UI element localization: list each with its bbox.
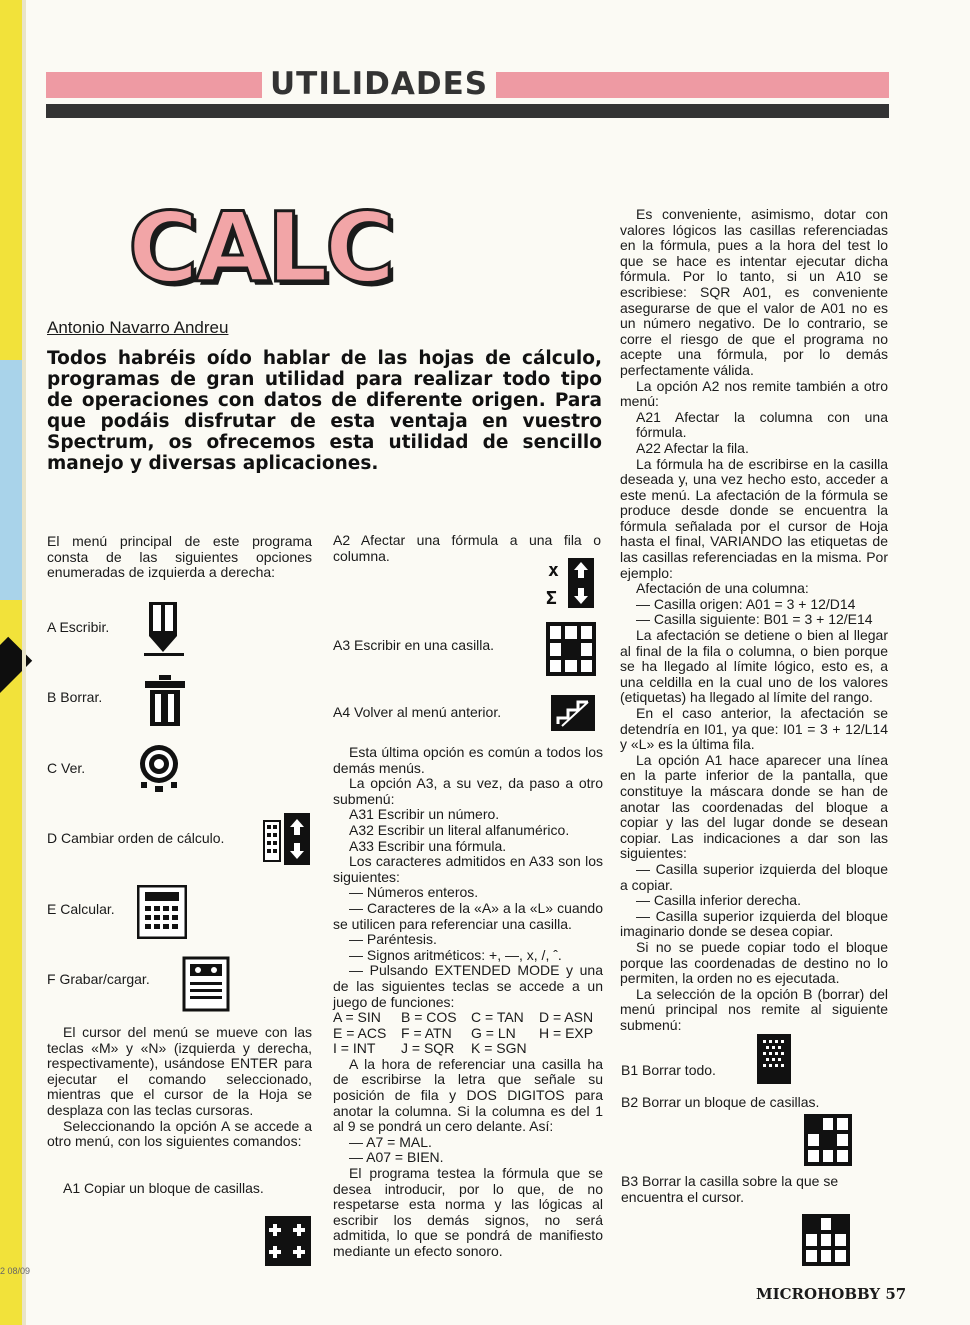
submenu-a22: A22 Afectar la fila.: [636, 439, 749, 456]
cell-grid-icon: [546, 622, 596, 676]
function-key: B = COS: [401, 1009, 457, 1026]
function-row: [333, 1026, 603, 1042]
calculator-icon: [137, 885, 187, 939]
section-header-rule: [46, 104, 889, 118]
submenu-a33: A33 Escribir una fórmula.: [349, 837, 507, 854]
list-item: — A07 = BIEN.: [349, 1149, 444, 1166]
list-item: — Paréntesis.: [349, 931, 437, 948]
cassette-icon: [182, 956, 230, 1012]
eye-icon: [135, 742, 187, 794]
article-author: Antonio Navarro Andreu: [47, 318, 229, 337]
list-item: — Signos aritméticos: +, —, x, /, ˆ.: [349, 946, 562, 963]
list-item: — Casilla inferior derecha.: [636, 892, 801, 909]
back-arrow-icon: [550, 694, 596, 732]
submenu-a32: A32 Escribir un literal alfanumérico.: [349, 821, 570, 838]
col3-para-a2: La opción A2 nos remite también a otro menú:: [620, 377, 888, 410]
col3-para-formula: La fórmula ha de escribirse en la casilla deseada y, una vez hecho esto, acceder a este menú. La afectación de la fórmula se produce desde donde se encuentra la fórmula señalada por el cursor de Hoja hasta el final, VARIANDO las etiquetas de las casillas referenciadas en la misma. Por ejemplo:: [620, 455, 888, 581]
function-key: F = ATN: [401, 1024, 452, 1041]
trash-bin-icon: [141, 672, 189, 730]
list-item: — Casilla siguiente: B01 = 3 + 12/E14: [636, 611, 873, 628]
col2-para-common: Esta última opción es común a todos los demás menús.: [333, 744, 603, 776]
submenu-b3: B3 Borrar la casilla sobre la que se encuentra el cursor.: [621, 1173, 839, 1205]
function-key: C = TAN: [471, 1009, 524, 1026]
list-item: — A7 = MAL.: [349, 1133, 432, 1150]
col3-para-previous: En el caso anterior, la afectación se detendría en I01, ya que: I01 = 3 + 12/L14 y «L» es la última fila.: [620, 705, 888, 753]
col1-para-cursor: El cursor del menú se mueve con las teclas «M» y «N» (izquierda y derecha, respectivamente), usándose ENTER para ejecutar el comando seleccionado, mientras que el cursor de la Hoja se desplaza con las teclas cursoras.: [47, 1024, 312, 1118]
submenu-a3: A3 Escribir en una casilla.: [333, 637, 495, 653]
menu-item-f: F Grabar/cargar.: [47, 971, 150, 987]
formula-row-column-icon: [544, 556, 596, 610]
magazine-name: MICROHOBBY: [756, 1285, 881, 1303]
svg-text:Σ: Σ: [546, 588, 557, 609]
page-gutter: [22, 0, 26, 1325]
submenu-a21: A21 Afectar la columna con una fórmula.: [636, 408, 888, 441]
col2-para-chars: Los caracteres admitidos en A33 son los siguientes:: [333, 853, 603, 885]
list-item: — Casilla origen: A01 = 3 + 12/D14: [636, 595, 856, 612]
col3-para-stop: La afectación se detiene o bien al llegar al final de la fila o columna, o bien porque se ha llegado al límite lógico, esto es, a una celdilla en la cual uno de los valores (etiquetas) ha llegado al límite del rango.: [620, 627, 888, 706]
list-item: — Pulsando EXTENDED MODE y una de las siguientes teclas se accede a un juego de funciones:: [333, 962, 603, 1010]
article-intro: Todos habréis oído hablar de las hojas de cálculo, programas de gran utilidad para realizar todo tipo de operaciones con datos de diferente origen. Para que podáis disfrutar de esta ventaja en vuestro Spectrum, os ofrecemos esta utilidad de sencillo manejo y diversas aplicaciones.: [47, 348, 602, 474]
col2-para-reference: A la hora de referenciar una casilla ha de escribirse la letra que señale su posición de fila y DOS DIGITOS para anotar la columna. Si la columna es del 1 al 9 se pondrá un cero delante. Así:: [333, 1055, 603, 1135]
list-item: — Números enteros.: [349, 884, 479, 901]
list-item: — Casilla superior izquierda del bloque a copiar.: [620, 860, 888, 893]
erase-all-icon: [755, 1032, 793, 1086]
function-key: J = SQR: [401, 1040, 455, 1057]
col3-para-logical: Es conveniente, asimismo, dotar con valores lógicos las casillas referenciadas en la fórmula, pues a la hora del test lo que se hace es intentar ejecutar dicha fórmula. Por lo tanto, si un A10 se escribiese: SQR A01, es conveniente asegurarse de que el valor de A01 no es un número negativo. De lo contrario, se corre el riesgo de que el programa no acepte una fórmula, por lo demás perfectamente válida.: [620, 206, 888, 378]
menu-item-b: B Borrar.: [47, 689, 103, 705]
function-key: D = ASN: [539, 1009, 594, 1026]
function-key: G = LN: [471, 1024, 516, 1041]
col2-para-a3: La opción A3, a su vez, da paso a otro submenú:: [333, 775, 603, 807]
col3-para-option-b: La selección de la opción B (borrar) del menú principal nos remite al siguiente submenú:: [620, 985, 888, 1033]
menu-item-c: C Ver.: [47, 760, 86, 776]
col2-para-test: El programa testea la fórmula que se desea introducir, por lo que, de no respetarse esta norma y las lógicas al escribir los demás signos, no será admitida, lo que se pondrá de manifiesto mediante un efecto sonoro.: [333, 1165, 603, 1259]
function-row: [333, 1010, 603, 1026]
function-key: E = ACS: [333, 1024, 387, 1041]
section-title: UTILIDADES: [262, 64, 496, 104]
function-key: I = INT: [333, 1040, 376, 1057]
article-title: CALC: [128, 192, 393, 304]
list-item: — Caracteres de la «A» a la «L» cuando se utilicen para referenciar una casilla.: [333, 899, 603, 932]
submenu-b2: B2 Borrar un bloque de casillas.: [621, 1094, 820, 1110]
erase-cell-icon: [802, 1214, 850, 1266]
col3-para-example: Afectación de una columna:: [636, 580, 809, 597]
function-key: K = SGN: [471, 1040, 527, 1057]
erase-block-icon: [804, 1114, 852, 1166]
col1-para-option-a: Seleccionando la opción A se accede a otro menú, con los siguientes comandos:: [47, 1117, 312, 1150]
pencil-icon: [140, 600, 188, 658]
function-row: [333, 1041, 603, 1057]
svg-text:x: x: [548, 560, 559, 581]
page-footer: [756, 1285, 906, 1303]
menu-item-d: D Cambiar orden de cálculo.: [47, 830, 225, 846]
submenu-a1: A1 Copiar un bloque de casillas.: [63, 1180, 264, 1196]
page-number: 57: [885, 1285, 907, 1303]
list-item: — Casilla superior izquierda del bloque imaginario donde se desea copiar.: [620, 907, 888, 940]
col1-intro: El menú principal de este programa consta de las siguientes opciones enumeradas de izquierda a derecha:: [47, 533, 312, 581]
function-key: H = EXP: [539, 1024, 594, 1041]
submenu-a4: A4 Volver al menú anterior.: [333, 704, 502, 720]
col3-para-a1: La opción A1 hace aparecer una línea en la parte inferior de la pantalla, que constituye la máscara donde se han de anotar las coordenadas del bloque a copiar y las del lugar donde se desean copiar. Las indicaciones a dar son las siguientes:: [620, 751, 888, 862]
adjacent-page-photo: [0, 360, 22, 600]
col3-para-copy: Si no se puede copiar todo el bloque porque las coordenadas de destino no lo permiten, la orden no es ejecutada.: [620, 938, 888, 987]
copy-block-icon: [264, 1215, 312, 1267]
submenu-a31: A31 Escribir un número.: [349, 806, 500, 823]
submenu-a2: A2 Afectar una fórmula a una fila o columna.: [333, 532, 601, 564]
function-key: A = SIN: [333, 1009, 381, 1026]
adjacent-page-label: 2 08/09: [0, 1266, 31, 1276]
menu-item-a: A Escribir.: [47, 619, 110, 635]
submenu-b1: B1 Borrar todo.: [621, 1062, 716, 1078]
order-arrows-icon: [262, 811, 312, 867]
menu-item-e: E Calcular.: [47, 901, 115, 917]
